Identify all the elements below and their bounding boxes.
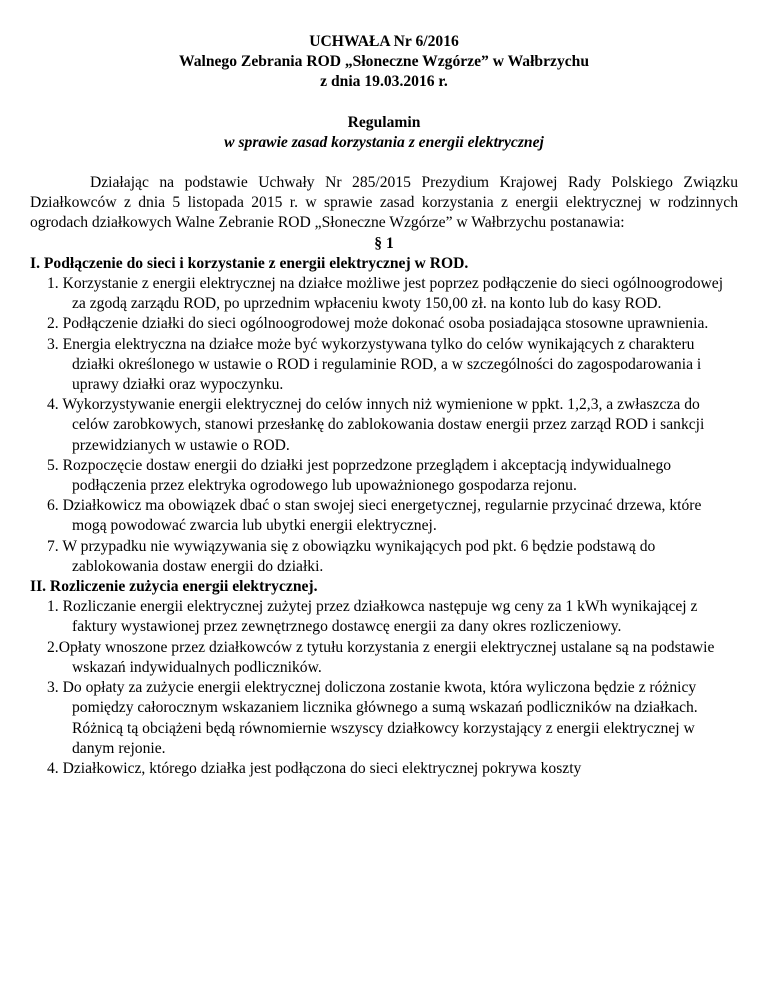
list-item: 6. Działkowicz ma obowiązek dbać o stan swojej sieci energetycznej, regularnie przycinać drzewa, które mogą powodować zwarcia lub ubytki energii elektrycznej. [47, 497, 702, 535]
regulation-main-title: Regulamin [347, 113, 421, 131]
intro-paragraph: Działając na podstawie Uchwały Nr 285/2015 Prezydium Krajowej Rady Polskiego Związku Działkowców z dnia 5 listopada 2015 r. w sprawie zasad korzystania z energii elektrycznej w rodzinnych ogrodach działkowych Walne Zebranie ROD „Słoneczne Wzgórze” w Wałbrzychu postanawia: [30, 174, 738, 232]
resolution-number: UCHWAŁA Nr 6/2016 [309, 33, 459, 50]
list-item: 7. W przypadku nie wywiązywania się z obowiązku wynikających pod pkt. 6 będzie podstawą do zablokowania dostaw energii do działki. [47, 537, 656, 575]
list-item: 2.Opłaty wnoszone przez działkowców z tytułu korzystania z energii elektrycznej ustalane są na podstawie wskazań indywidualnych podliczników. [47, 638, 715, 676]
resolution-date: z dnia 19.03.2016 r. [320, 73, 448, 91]
list-item: 3. Energia elektryczna na działce może być wykorzystywana tylko do celów wynikających z charakteru działki określonego w ustawie o ROD i regulaminie ROD, a w szczególności do zagospodarowania i uprawy działki oraz wypoczynku. [47, 335, 702, 394]
list-item: 1. Rozliczanie energii elektrycznej zużytej przez działkowca następuje wg ceny za 1 kWh wynikającej z faktury wystawionej przez zewnętrznego dostawcę energii za dany okres rozliczeniowy. [47, 598, 698, 636]
assembly-name: Walnego Zebrania ROD „Słoneczne Wzgórze” w Wałbrzychu [178, 53, 590, 71]
section-1 [30, 254, 738, 577]
section-2-list [30, 597, 738, 779]
section-2 [30, 577, 738, 779]
regulation-title [30, 113, 738, 153]
resolution-header [30, 32, 738, 93]
list-item: 4. Działkowicz, którego działka jest podłączona do sieci elektrycznej pokrywa koszty [47, 759, 582, 777]
list-item: 2. Podłączenie działki do sieci ogólnoogrodowej może dokonać osoba posiadająca stosowne uprawnienia. [47, 315, 709, 333]
list-item: 5. Rozpoczęcie dostaw energii do działki jest poprzedzone przeglądem i akceptacją indywidualnego podłączenia przez elektryka ogrodowego lub upoważnionego gospodarza rejonu. [47, 456, 672, 495]
regulation-subtitle: w sprawie zasad korzystania z energii elektrycznej [224, 133, 544, 151]
list-item: 4. Wykorzystywanie energii elektrycznej do celów innych niż wymienione w ppkt. 1,2,3, a zwłaszcza do celów zarobkowych, stanowi przesłankę do zablokowania dostaw energii przez zarząd ROD i sankcji przewidzianych w ustawie o ROD. [47, 396, 705, 454]
section-heading: I. Podłączenie do sieci i korzystanie z energii elektrycznej w ROD. [30, 254, 469, 272]
section-1-list [30, 274, 738, 577]
list-item: 1. Korzystanie z energii elektrycznej na działce możliwe jest poprzez podłączenie do sieci ogólnoogrodowej za zgodą zarządu ROD, po uprzednim wpłaceniu kwoty 150,00 zł. na konto lub do kasy ROD. [47, 275, 724, 313]
paragraph-sign: § 1 [374, 234, 394, 252]
section-heading: II. Rozliczenie zużycia energii elektrycznej. [30, 578, 318, 596]
list-item: 3. Do opłaty za zużycie energii elektrycznej doliczona zostanie kwota, która wyliczona będzie z różnicy pomiędzy całorocznym wskazaniem licznika głównego a sumą wskazań podliczników na działkach. Różnicą tą obciążeni będą równomiernie wszyscy działkowcy korzystający z energii elektrycznej w danym rejonie. [47, 679, 698, 757]
